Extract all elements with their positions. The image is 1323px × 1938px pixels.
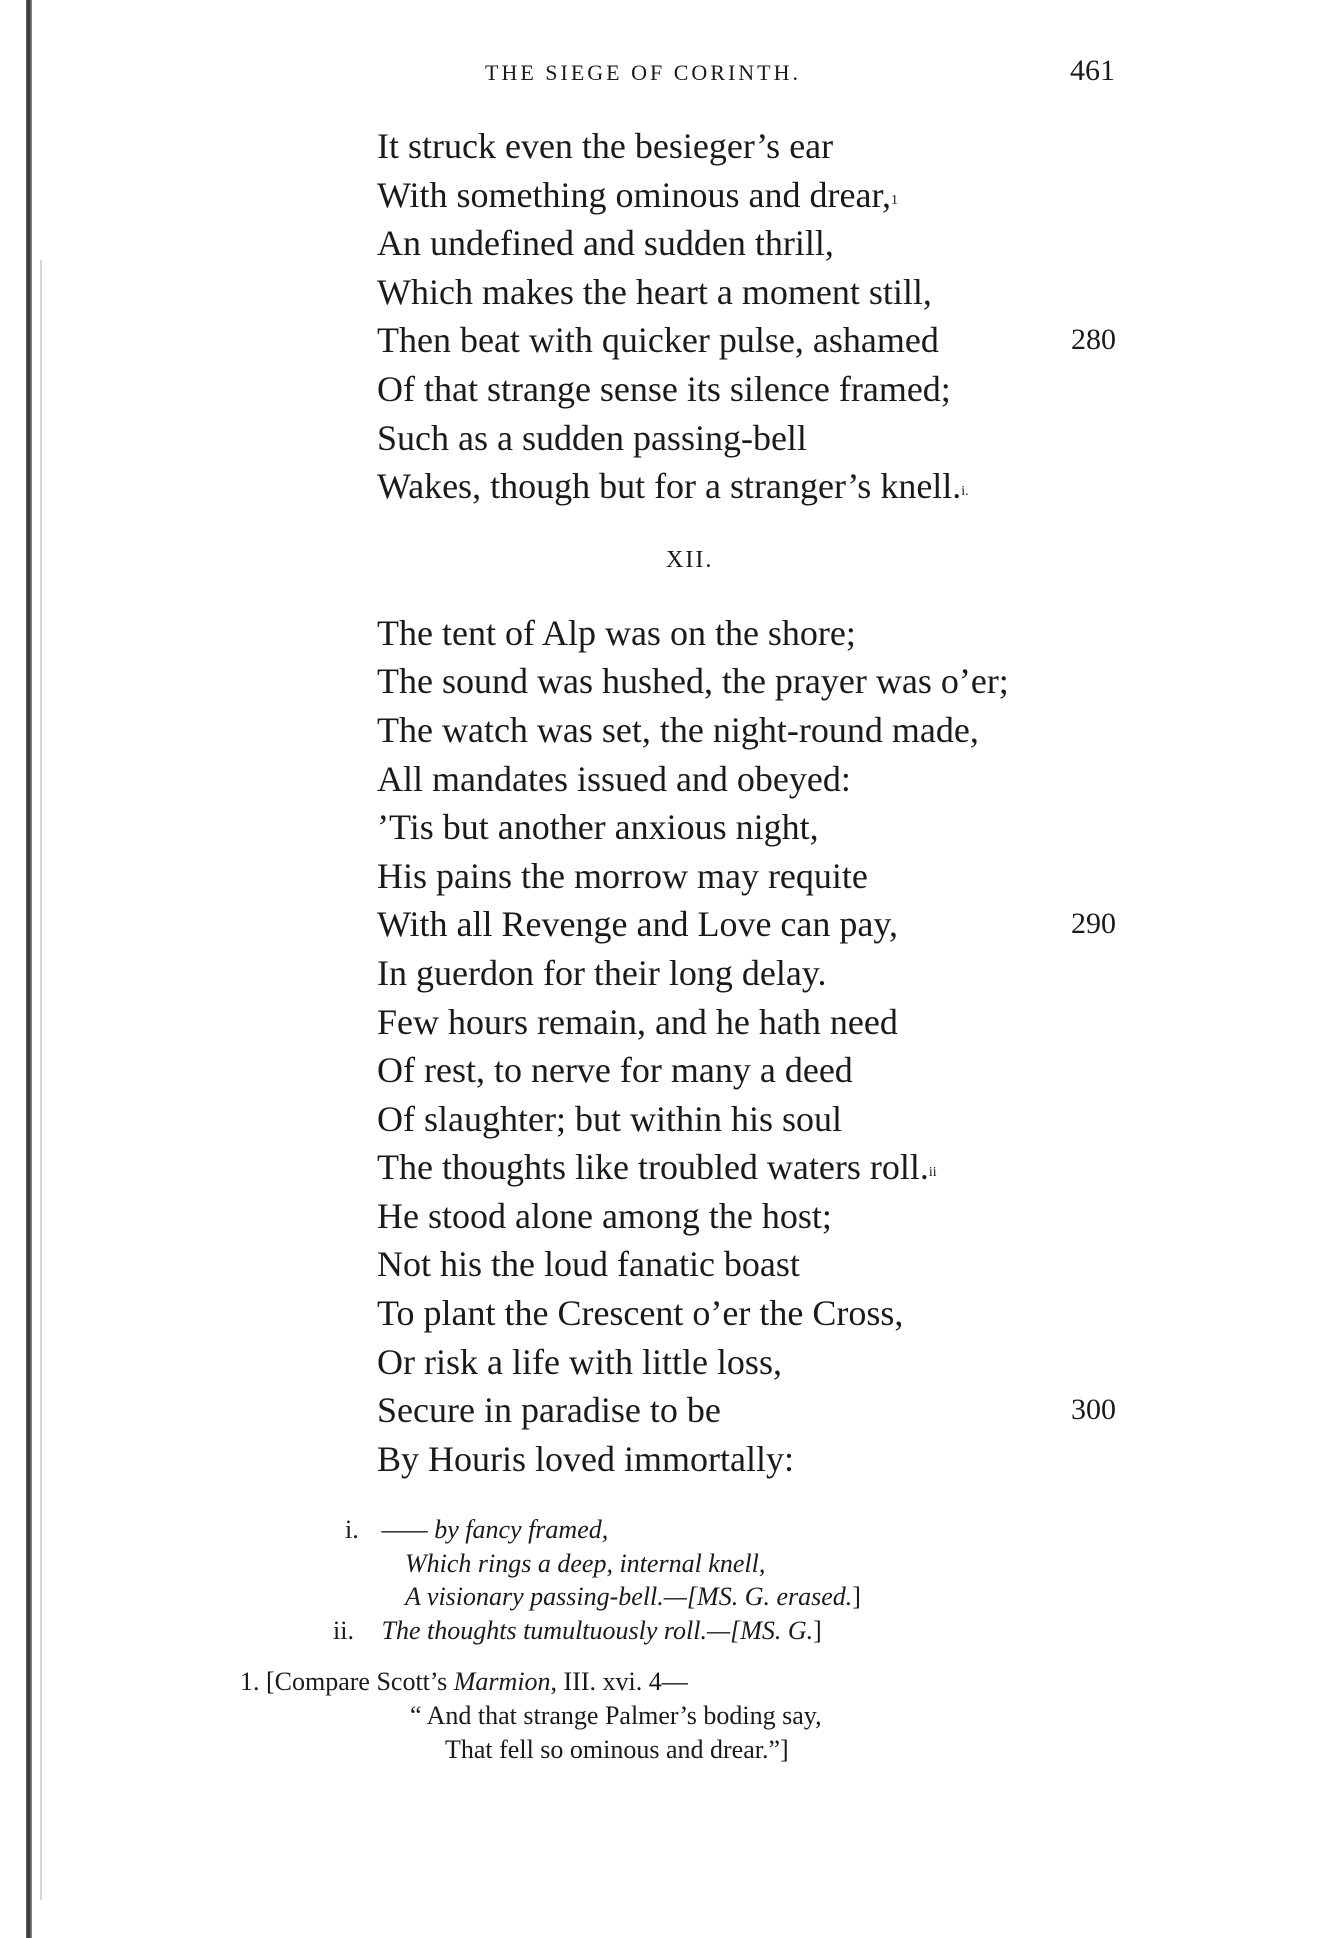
verse-text: Of that strange sense its silence framed; <box>377 368 951 409</box>
verse-line <box>377 1435 1197 1484</box>
verse-text: With something ominous and drear, <box>377 174 892 215</box>
footnote-1 <box>240 1665 1140 1767</box>
verse-line <box>377 900 1197 949</box>
note-i-source: MS. G. erased. <box>697 1582 853 1611</box>
note-ii-text: The thoughts tumultuously roll.—[ <box>381 1615 741 1645</box>
verse-line <box>377 1046 1197 1095</box>
verse-line <box>377 122 1197 171</box>
line-number: 290 <box>1071 907 1116 941</box>
verse-line <box>377 365 1197 414</box>
verse-text: The watch was set, the night-round made, <box>377 709 979 750</box>
verse-text: Wakes, though but for a stranger’s knell. <box>377 466 962 507</box>
verse-text: Or risk a life with little loss, <box>377 1341 782 1382</box>
note-i-line-1 <box>345 1513 1145 1547</box>
verse-text: In guerdon for their long delay. <box>377 952 827 993</box>
verse-line <box>377 1095 1197 1144</box>
verse-text: His pains the morrow may requite <box>377 855 868 896</box>
verse-text: With all Revenge and Love can pay, <box>377 904 899 945</box>
footnote-1-quote-1: “ And that strange Palmer’s boding say, <box>410 1701 822 1730</box>
verse-line <box>377 219 1197 268</box>
footnote-1-work: Marmion <box>453 1667 551 1696</box>
verse-text: The tent of Alp was on the shore; <box>377 612 856 653</box>
verse-text: By Houris loved immortally: <box>377 1438 794 1479</box>
verse-text: Then beat with quicker pulse, ashamed <box>377 320 939 361</box>
verse-line <box>377 414 1197 463</box>
verse-text: Of slaughter; but within his soul <box>377 1098 842 1139</box>
book-binding-edge <box>26 0 32 1938</box>
note-i-line-2 <box>345 1547 1145 1581</box>
note-reference: ii <box>928 1165 937 1181</box>
verse-line <box>377 316 1197 365</box>
note-ii-close: ] <box>813 1615 822 1645</box>
footnote-1-marker: 1. <box>240 1667 260 1696</box>
stanza-2 <box>377 609 1197 1484</box>
section-heading: XII. <box>666 546 714 573</box>
footnote-1-ref: , III. xvi. 4— <box>550 1667 688 1696</box>
verse-text: Which makes the heart a moment still, <box>377 271 932 312</box>
verse-text: To plant the Crescent o’er the Cross, <box>377 1293 904 1334</box>
verse-line <box>377 268 1197 317</box>
stanza-1 <box>377 122 1197 511</box>
verse-text: ’Tis but another anxious night, <box>377 807 819 848</box>
verse-text: The thoughts like troubled waters roll. <box>377 1147 929 1188</box>
verse-text: Of rest, to nerve for many a deed <box>377 1050 853 1091</box>
verse-line <box>377 609 1197 658</box>
verse-line <box>377 998 1197 1047</box>
verse-line <box>377 171 1197 220</box>
verse-line <box>377 1289 1197 1338</box>
verse-text: Secure in paradise to be <box>377 1390 721 1431</box>
note-i-text-1: —— by fancy framed, <box>381 1515 609 1544</box>
verse-text: It struck even the besieger’s ear <box>377 126 834 166</box>
note-i-text-3: A visionary passing-bell.—[ <box>405 1582 698 1611</box>
note-reference: i. <box>961 484 969 500</box>
footnote-1-quote-2: That fell so ominous and drear.”] <box>445 1735 789 1764</box>
verse-text: Few hours remain, and he hath need <box>377 1001 898 1042</box>
verse-text: An undefined and sudden thrill, <box>377 223 834 264</box>
line-number: 280 <box>1071 323 1116 357</box>
verse-text: All mandates issued and obeyed: <box>377 758 851 799</box>
binding-shadow <box>40 260 42 1900</box>
verse-text: Not his the loud fanatic boast <box>377 1244 800 1285</box>
verse-text: The sound was hushed, the prayer was o’er; <box>377 661 1009 702</box>
poem-body <box>377 122 1197 1483</box>
verse-line <box>377 803 1197 852</box>
verse-line <box>377 462 1197 511</box>
verse-line <box>377 1192 1197 1241</box>
note-ii-line <box>333 1614 1145 1648</box>
note-ii-marker: ii. <box>333 1615 354 1645</box>
variant-notes <box>333 1513 1145 1647</box>
verse-line <box>377 1386 1197 1435</box>
line-number: 300 <box>1071 1393 1116 1427</box>
note-i-text-2: Which rings a deep, internal knell, <box>405 1548 766 1578</box>
page-number: 461 <box>1070 54 1115 87</box>
note-i-line-3 <box>345 1580 1145 1614</box>
verse-line <box>377 755 1197 804</box>
verse-text: He stood alone among the host; <box>377 1195 832 1236</box>
verse-line <box>377 949 1197 998</box>
note-reference: 1 <box>891 192 899 208</box>
footnote-1-line-1 <box>240 1665 1140 1699</box>
verse-text: Such as a sudden passing-bell <box>377 417 807 458</box>
note-i-marker: i. <box>345 1515 359 1544</box>
verse-line <box>377 657 1197 706</box>
verse-line <box>377 706 1197 755</box>
verse-line <box>377 852 1197 901</box>
note-ii-source: MS. G. <box>740 1615 814 1645</box>
note-i-close: ] <box>852 1582 861 1611</box>
running-head <box>380 54 1180 94</box>
verse-line <box>377 1240 1197 1289</box>
running-title: THE SIEGE OF CORINTH. <box>485 60 801 85</box>
verse-line <box>377 1143 1197 1192</box>
footnote-1-intro: [Compare Scott’s <box>266 1667 454 1696</box>
verse-line <box>377 1338 1197 1387</box>
